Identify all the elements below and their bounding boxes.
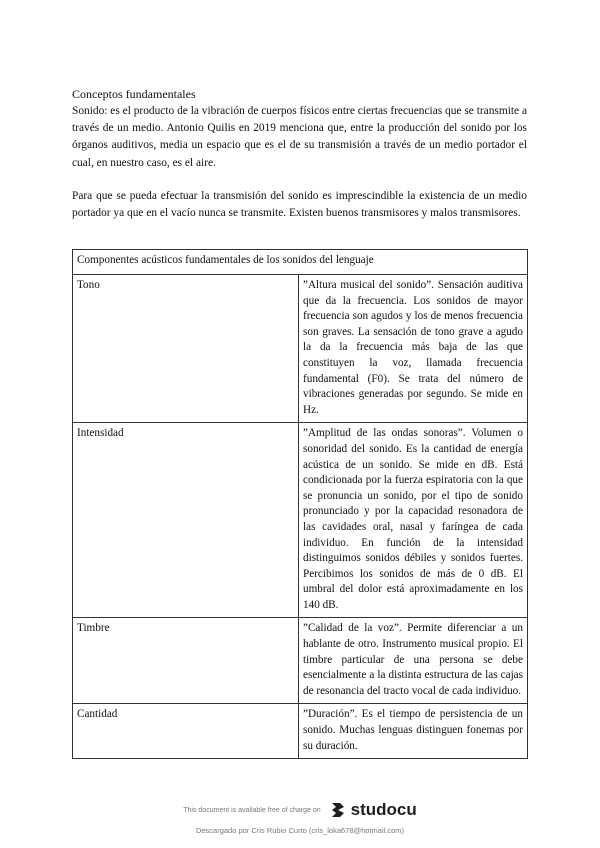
studocu-logo-link[interactable] — [329, 800, 417, 820]
table-row — [73, 618, 528, 704]
term-cell: Intensidad — [73, 423, 299, 618]
table-row — [73, 275, 528, 423]
paragraph-transmission: Para que se pueda efectuar la transmisión del sonido es imprescindible la existencia de un medio portador ya que en el vacío nunca se transmite. Existen buenos transmisores y malos transmisores. — [72, 189, 527, 220]
availability-line — [0, 800, 600, 820]
paragraph-sound-definition: Sonido: es el producto de la vibración de cuerpos físicos entre ciertas frecuencias que se transmite a través de un medio. Antonio Quilis en 2019 menciona que, entre la producción del sonido por los órganos auditivos, media un espacio que es el de su transmisión a través de un medio portador el cual, en nuestro caso, es el aire. — [72, 105, 527, 169]
document-body — [72, 86, 527, 222]
term-cell: Tono — [73, 275, 299, 423]
studocu-logo-icon — [329, 801, 347, 819]
description-cell: ”Altura musical del sonido”. Sensación auditiva que da la frecuencia. Los sonidos de mayor frecuencia son agudos y los de menos frecuencia son graves. La sensación de tono grave a agudo la da la frecuencia más baja de las que constituyen la voz, llamada frecuencia fundamental (F0). Se trata del número de vibraciones generadas por segundo. Se mide en Hz. — [299, 275, 528, 423]
term-cell: Timbre — [73, 618, 299, 704]
table-row — [73, 704, 528, 759]
brand-name: studocu — [350, 800, 417, 819]
description-cell: ”Calidad de la voz”. Permite diferenciar a un hablante de otro. Instrumento musical propio. El timbre particular de una persona se debe esencialmente a la distinta estructura de las cajas de resonancia del tracto vocal de cada individuo. — [299, 618, 528, 704]
availability-text: This document is available free of charge on — [183, 806, 321, 814]
page-footer — [0, 800, 600, 835]
term-cell: Cantidad — [73, 704, 299, 759]
description-cell: ”Amplitud de las ondas sonoras”. Volumen o sonoridad del sonido. Es la cantidad de energía acústica de un sonido. Se mide en dB. Está condicionada por la fuerza espiratoria con la que se pronuncia un sonido, por el tipo de sonido pronunciado y por la capacidad resonadora de las cavidades oral, nasal y faríngea de cada individuo. En función de la intensidad distinguimos sonidos débiles y sonidos fuertes. Percibimos los sonidos de más de 0 dB. El umbral del dolor está aproximadamente en los 140 dB. — [299, 423, 528, 618]
section-heading: Conceptos fundamentales — [72, 87, 196, 101]
download-credit: Descargado por Cris Rubio Curto (cris_loka678@hotmail.com) — [195, 826, 405, 835]
table-header-row — [73, 250, 528, 275]
table-row — [73, 423, 528, 618]
description-cell: ”Duración”. Es el tiempo de persistencia de un sonido. Muchas lenguas distinguen fonemas por su duración. — [299, 704, 528, 759]
acoustic-components-table — [72, 249, 528, 759]
table-header: Componentes acústicos fundamentales de los sonidos del lenguaje — [73, 250, 528, 275]
